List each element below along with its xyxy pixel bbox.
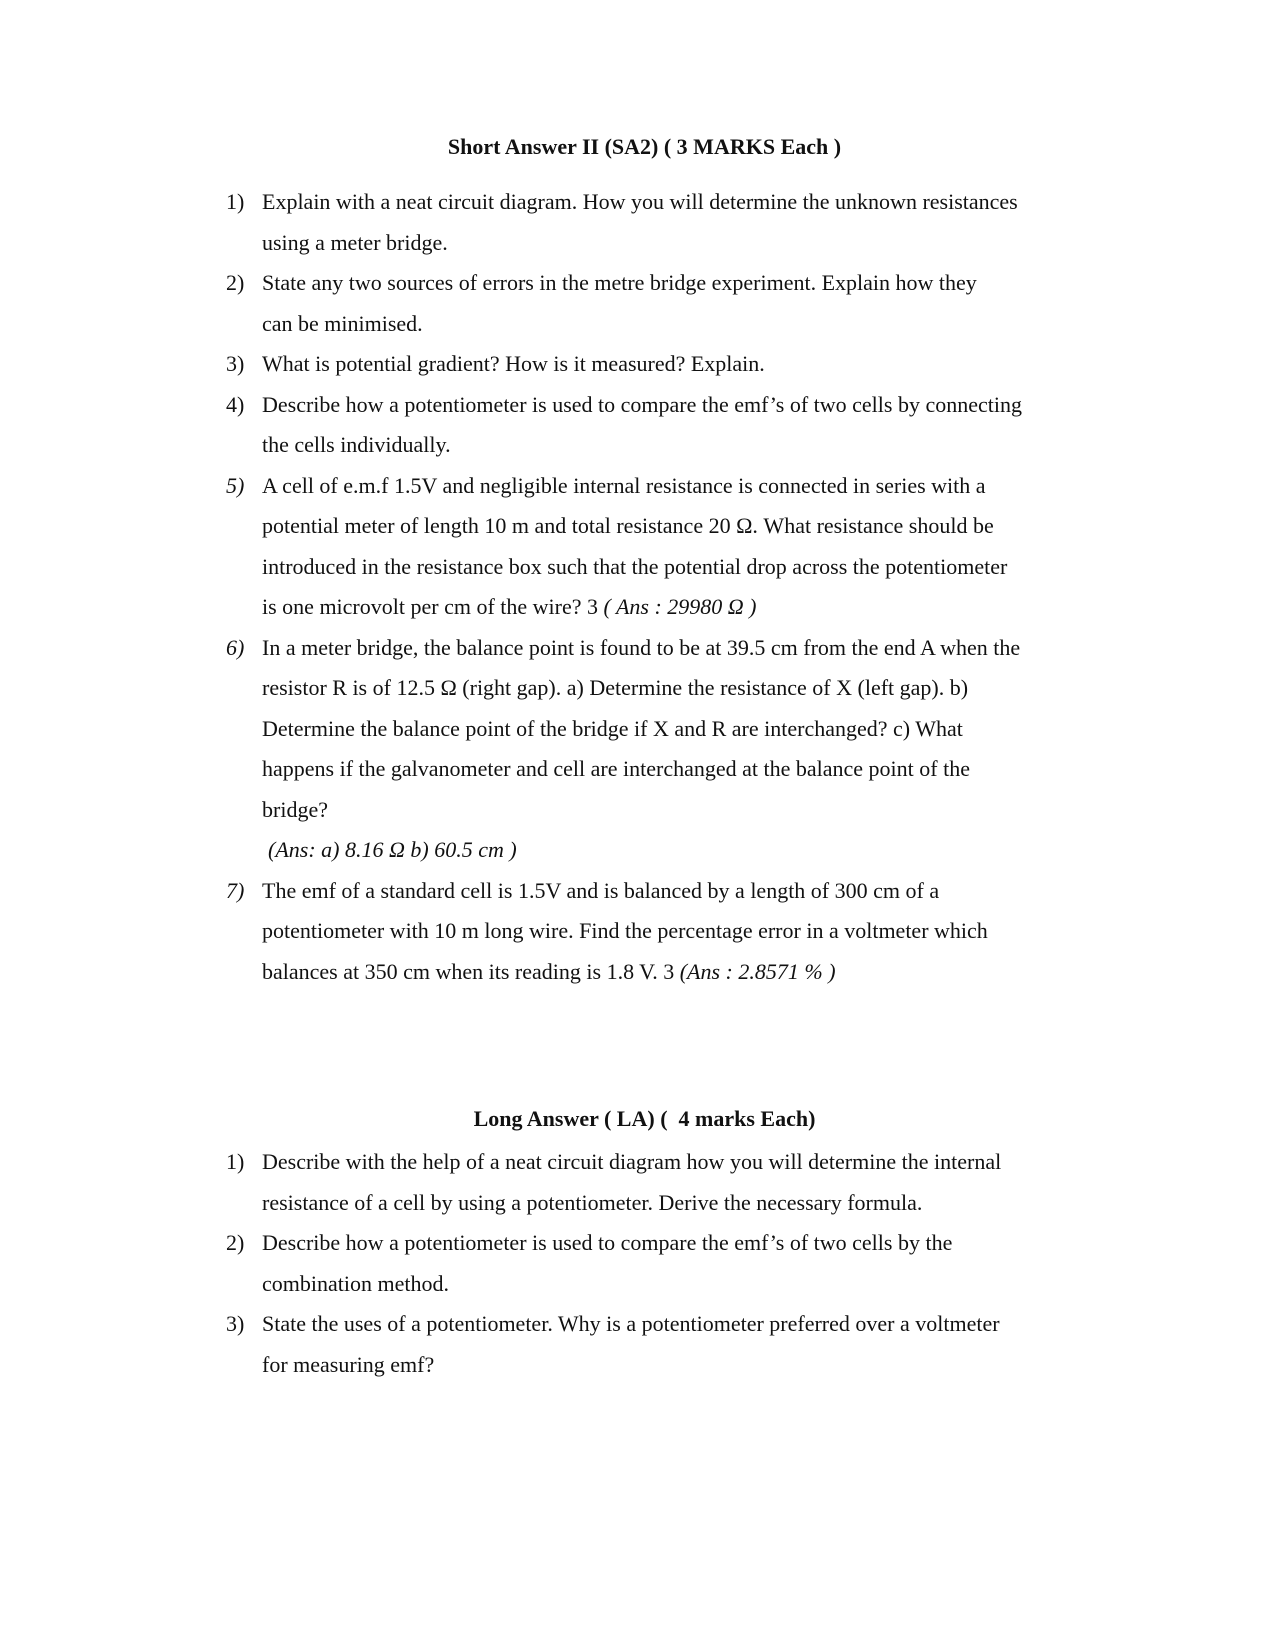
- question-number: 1): [226, 1149, 245, 1174]
- question-text-line: can be minimised.: [262, 310, 423, 336]
- question-text-line: Describe how a potentiometer is used to compare the emf’s of two cells by the: [262, 1230, 953, 1255]
- question-text-line: Describe how a potentiometer is used to compare the emf’s of two cells by connecting: [262, 391, 1022, 417]
- la-heading: Long Answer ( LA) ( 4 marks Each): [473, 1106, 816, 1131]
- question-number: 3): [226, 351, 245, 376]
- question-number: 6): [226, 634, 245, 660]
- question-text-line: State the uses of a potentiometer. Why is a potentiometer preferred over a voltmeter: [262, 1311, 1000, 1336]
- sa2-question-6: [0, 628, 1275, 871]
- question-text-line-with-answer: [262, 952, 1275, 993]
- question-text-line: In a meter bridge, the balance point is found to be at 39.5 cm from the end A when the: [262, 634, 1021, 660]
- answer-text: (Ans : 2.8571 % ): [679, 958, 836, 984]
- question-text-line: potentiometer with 10 m long wire. Find the percentage error in a voltmeter which: [262, 918, 988, 943]
- sa2-question-list: [0, 182, 1275, 992]
- question-text-line: potential meter of length 10 m and total resistance 20 Ω. What resistance should be: [262, 513, 994, 538]
- question-number: 2): [226, 1230, 245, 1255]
- question-text-line: resistor R is of 12.5 Ω (right gap). a) Determine the resistance of X (left gap). b): [262, 675, 969, 700]
- question-number: 4): [226, 391, 245, 417]
- question-text: balances at 350 cm when its reading is 1.8 V. 3: [262, 958, 680, 984]
- sa2-question-1: [0, 182, 1275, 263]
- question-text-line: Determine the balance point of the bridge if X and R are interchanged? c) What: [262, 715, 963, 741]
- question-text-line: State any two sources of errors in the metre bridge experiment. Explain how they: [262, 270, 977, 295]
- question-text-line: A cell of e.m.f 1.5V and negligible internal resistance is connected in series with a: [262, 472, 986, 498]
- sa2-heading: Short Answer II (SA2) ( 3 MARKS Each ): [447, 134, 842, 159]
- la-section: [0, 1104, 1275, 1385]
- question-text-line: Explain with a neat circuit diagram. How you will determine the unknown resistances: [262, 189, 1018, 214]
- question-number: 1): [226, 189, 245, 214]
- answer-text: (Ans: a) 8.16 Ω b) 60.5 cm ): [268, 837, 517, 862]
- question-text: is one microvolt per cm of the wire? 3: [262, 594, 604, 619]
- question-text-line: the cells individually.: [262, 432, 451, 457]
- la-question-2: [0, 1223, 1275, 1304]
- question-text-line: resistance of a cell by using a potentiometer. Derive the necessary formula.: [262, 1189, 923, 1215]
- question-text-line: using a meter bridge.: [262, 229, 448, 255]
- la-question-3: [0, 1304, 1275, 1385]
- question-number: 5): [226, 472, 245, 498]
- question-text-line: Describe with the help of a neat circuit diagram how you will determine the internal: [262, 1149, 1002, 1174]
- question-text-line: for measuring emf?: [262, 1351, 435, 1377]
- question-text-line: bridge?: [262, 796, 328, 822]
- question-text-line-with-answer: [262, 587, 1275, 628]
- question-text-line: combination method.: [262, 1270, 449, 1296]
- sa2-question-5: [0, 466, 1275, 628]
- question-number: 7): [226, 877, 245, 903]
- question-number: 2): [226, 270, 245, 295]
- question-number: 3): [226, 1311, 245, 1336]
- question-text-line: The emf of a standard cell is 1.5V and is balanced by a length of 300 cm of a: [262, 877, 940, 903]
- sa2-question-3: [0, 344, 1275, 385]
- sa2-section: [0, 132, 1275, 992]
- question-text-line: happens if the galvanometer and cell are interchanged at the balance point of the: [262, 756, 970, 781]
- question-text-line: introduced in the resistance box such that the potential drop across the potentiometer: [262, 553, 1008, 579]
- sa2-question-4: [0, 385, 1275, 466]
- sa2-question-2: [0, 263, 1275, 344]
- la-question-list: [0, 1142, 1275, 1385]
- la-question-1: [0, 1142, 1275, 1223]
- question-text-line: What is potential gradient? How is it measured? Explain.: [262, 351, 765, 376]
- sa2-question-7: [0, 871, 1275, 993]
- answer-text: ( Ans : 29980 Ω ): [603, 594, 757, 619]
